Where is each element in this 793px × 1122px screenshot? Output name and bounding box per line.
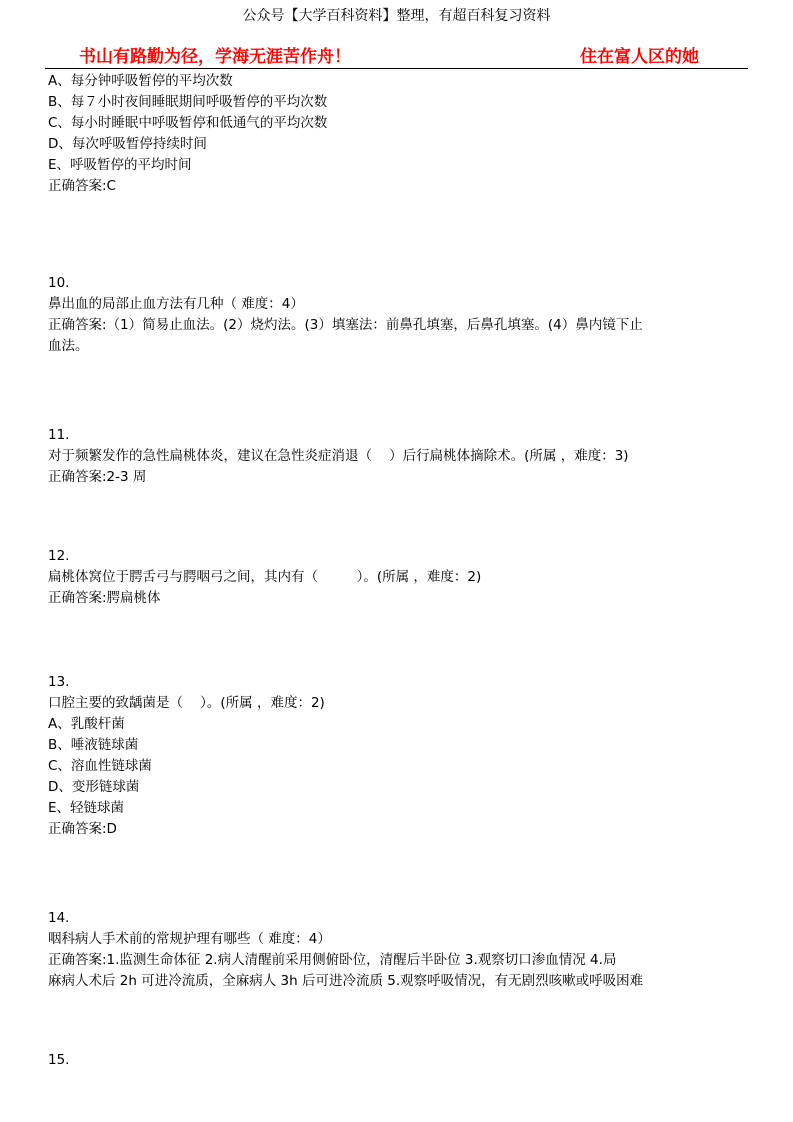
- question-10: [48, 273, 748, 357]
- option-c: C、溶血性链球菌: [48, 758, 152, 774]
- question-text: 对于频繁发作的急性扁桃体炎，建议在急性炎症消退（ ）后行扁桃体摘除术。(所属 ，难度：3): [48, 448, 629, 464]
- answer-line: 正确答案:D: [48, 821, 117, 837]
- option-a: A、乳酸杆菌: [48, 716, 125, 732]
- question-text: 口腔主要的致龋菌是（ ）。(所属 ，难度：2): [48, 695, 325, 711]
- question-number: 15.: [48, 1052, 70, 1068]
- question-text: 扁桃体窝位于腭舌弓与腭咽弓之间，其内有（ ）。(所属 ，难度：2): [48, 569, 482, 585]
- question-9-tail: [48, 71, 748, 197]
- page-banner: 公众号【大学百科资料】整理，有超百科复习资料: [242, 8, 551, 24]
- slogan-right: 住在富人区的她: [580, 47, 699, 67]
- answer-line-continued: 麻病人术后 2h 可进冷流质，全麻病人 3h 后可进冷流质 5.观察呼吸情况，有无剧烈咳嗽或呼吸困难: [48, 973, 644, 989]
- answer-line: 正确答案:腭扁桃体: [48, 590, 161, 606]
- question-11: [48, 425, 748, 488]
- question-text: 鼻出血的局部止血方法有几种（ 难度：4）: [48, 296, 304, 312]
- question-12: [48, 546, 748, 609]
- option-b: B、唾液链球菌: [48, 737, 139, 753]
- question-number: 12.: [48, 548, 70, 564]
- header-divider: [45, 68, 748, 69]
- option-c: C、每小时睡眠中呼吸暂停和低通气的平均次数: [48, 115, 328, 131]
- question-number: 14.: [48, 910, 70, 926]
- question-13: [48, 672, 748, 840]
- answer-line: 正确答案:2-3 周: [48, 469, 147, 485]
- option-a: A、每分钟呼吸暂停的平均次数: [48, 73, 233, 89]
- question-number: 10.: [48, 275, 70, 291]
- answer-line-continued: 血法。: [48, 338, 89, 354]
- answer-line: 正确答案:C: [48, 178, 116, 194]
- question-15: [48, 1050, 748, 1071]
- answer-line: 正确答案:1.监测生命体征 2.病人清醒前采用侧俯卧位，清醒后半卧位 3.观察切口渗血情况 4.局: [48, 952, 617, 968]
- option-e: E、轻链球菌: [48, 800, 125, 816]
- question-number: 11.: [48, 427, 70, 443]
- option-e: E、呼吸暂停的平均时间: [48, 157, 192, 173]
- option-d: D、变形链球菌: [48, 779, 140, 795]
- answer-line: 正确答案:（1）简易止血法。(2）烧灼法。(3）填塞法：前鼻孔填塞，后鼻孔填塞。(4）鼻内镜下止: [48, 317, 643, 333]
- question-text: 咽科病人手术前的常规护理有哪些（ 难度：4）: [48, 931, 331, 947]
- option-b: B、每７小时夜间睡眠期间呼吸暂停的平均次数: [48, 94, 328, 110]
- slogan-left: 书山有路勤为径，学海无涯苦作舟！: [79, 47, 351, 67]
- document-body: [48, 71, 748, 1071]
- option-d: D、每次呼吸暂停持续时间: [48, 136, 207, 152]
- question-number: 13.: [48, 674, 70, 690]
- question-14: [48, 908, 748, 992]
